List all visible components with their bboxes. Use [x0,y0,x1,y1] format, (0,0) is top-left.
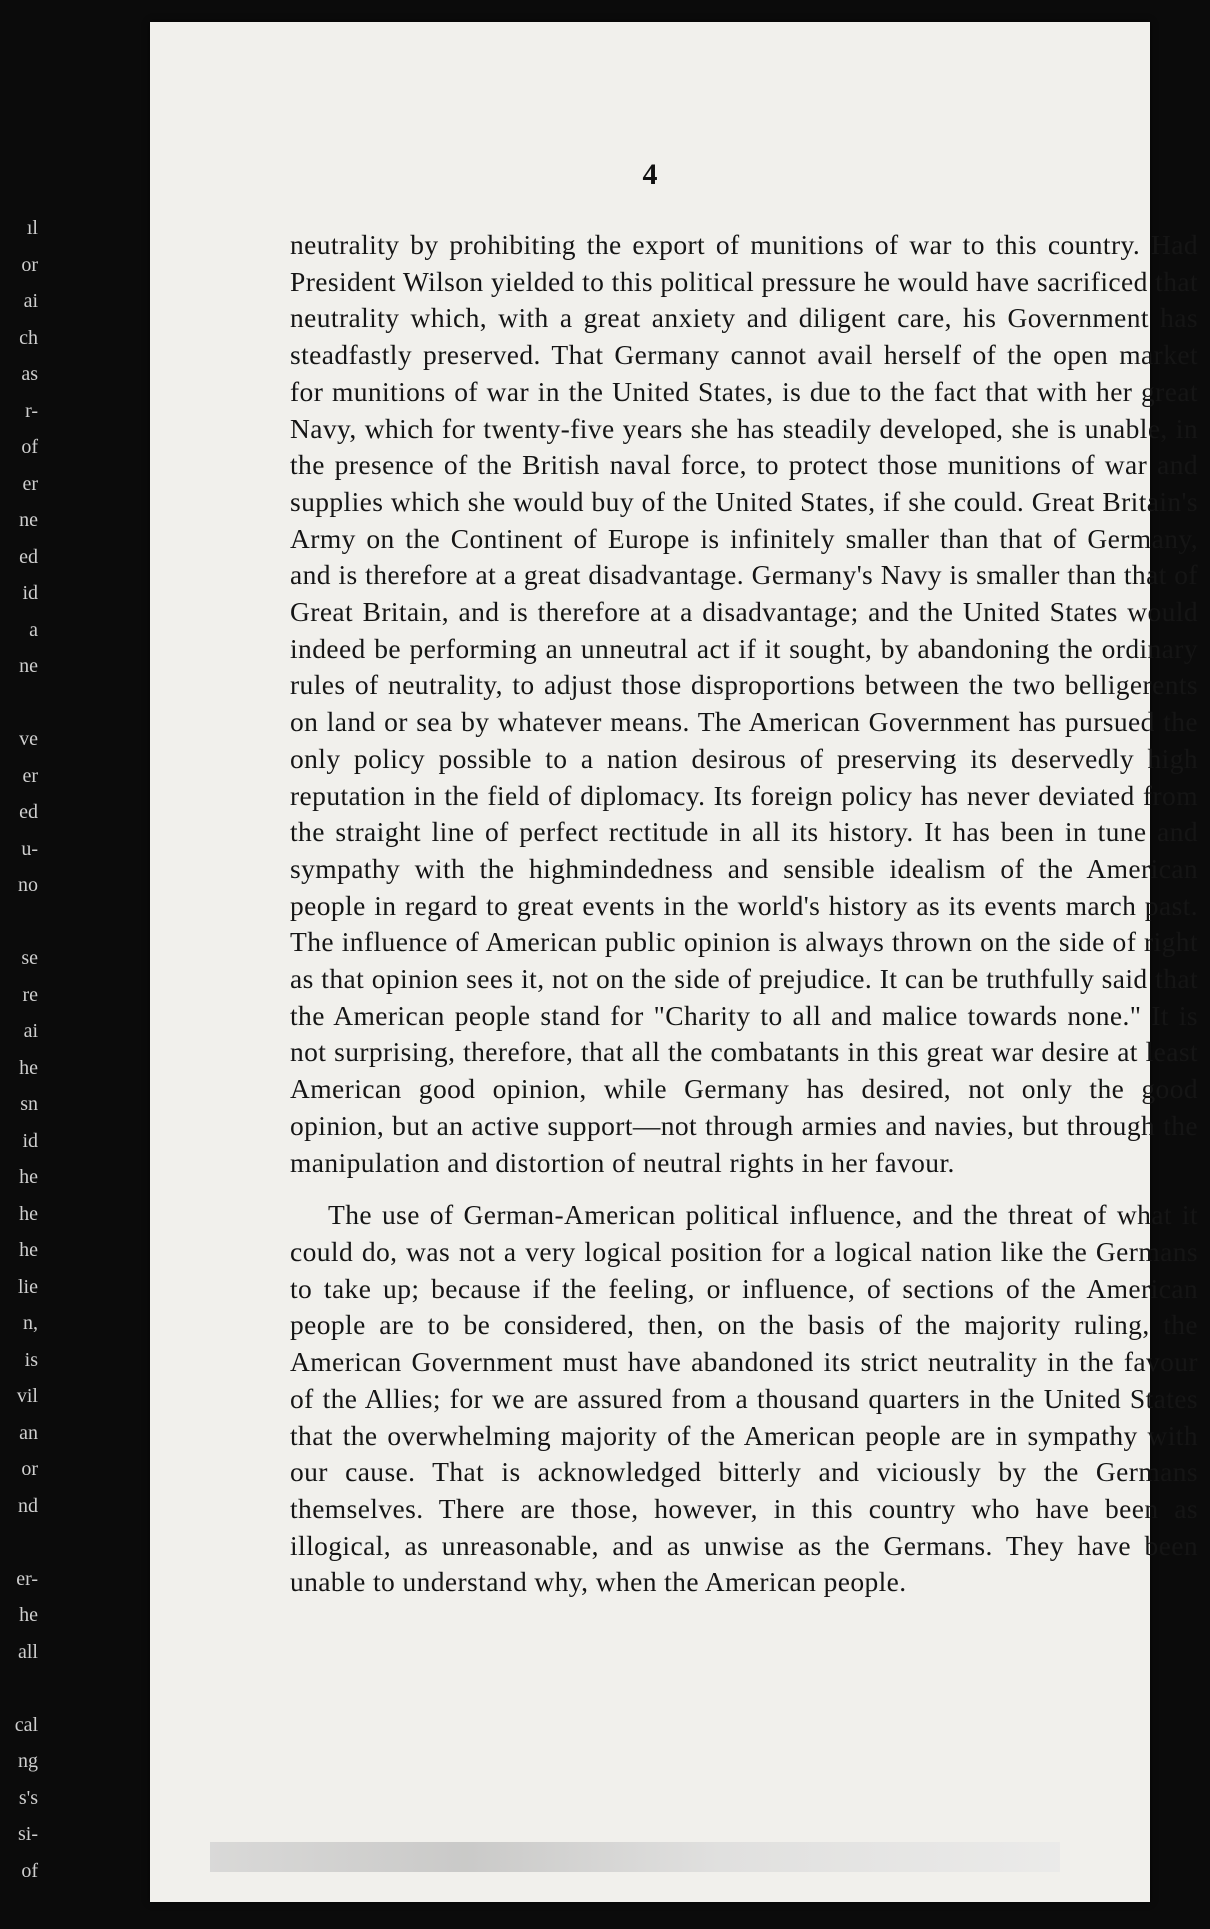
margin-fragment: ıl [26,217,38,239]
margin-fragment: vil [16,1385,38,1407]
margin-fragment [0,1670,38,1707]
margin-fragment: nd [18,1494,38,1517]
paragraph-1: neutrality by prohibiting the export of munitions of war to this country. Had President Wilson yielded to this political pressure he would have sacrificed that neutrality which, with a great anxiety and diligent care, his Government has steadfastly preserved. That Germany cannot avail herself of the open market for munitions of war in the United States, is due to the fact that with her great Navy, which for twenty-five years she has steadily developed, she is unable, in the presence of the British naval force, to protect those munitions of war and supplies which she would buy of the United States, if she could. Great Britain's Army on the Continent of Europe is infinitely smaller than that of Germany, and is therefore at a great disadvantage. Germany's Navy is smaller than that of Great Britain, and is therefore at a disadvantage; and the United States would indeed be performing an unneutral act if it sought, by abandoning the ordinary rules of neutrality, to adjust those disproportions between the two belligerents on land or sea by whatever means. The American Government has pursued the only policy possible to a nation desirous of preserving its deservedly high reputation in the field of diplomacy. Its foreign policy has never deviated from the straight line of perfect rectitude in all its history. It has been in tune and sympathy with the highmindedness and sensible idealism of the American people in regard to great events in the world's history as its events march past. The influence of American public opinion is always thrown on the side of right as that opinion sees it, not on the side of prejudice. It can be truthfully said that the American people stand for "Charity to all and malice towards none." It is not surprising, therefore, that all the combatants in this great war desire at least American good opinion, while Germany has desired, not only the good opinion, but an active support—not through armies and navies, but through the manipulation and distortion of neutral rights in her favour. [290,229,1198,1178]
margin-fragment: of [21,436,38,458]
margin-fragment: no [18,874,38,896]
margin-fragment: n, [23,1312,38,1334]
margin-fragment: er- [16,1567,38,1590]
margin-fragment [0,1524,38,1561]
margin-fragment: ed [19,801,38,823]
margin-fragment: he [19,1056,38,1079]
margin-fragment: ne [19,655,38,677]
body-text [290,227,1198,1601]
margin-fragment: id [22,582,38,604]
margin-fragment: cal [14,1713,38,1736]
margin-fragment: er [22,472,38,495]
document-page [150,22,1198,1902]
margin-fragment: ch [19,326,38,349]
margin-fragment: ai [23,1020,38,1042]
page-number: 4 [642,158,658,191]
margin-fragment: or [21,253,38,276]
margin-fragment: an [19,1421,38,1444]
margin-fragment: is [24,1348,38,1371]
margin-fragment: lie [18,1275,38,1298]
margin-fragment [0,685,38,722]
margin-fragment: r- [25,399,38,422]
margin-fragment: he [19,1604,38,1626]
margin-fragment: ed [19,545,38,568]
margin-fragment: as [21,363,38,385]
margin-fragment: or [21,1458,38,1480]
paragraph-2: The use of German-American political influence, and the threat of what it could do, was not a very logical position for a logical nation like the Germans to take up; because if the feeling, or influence, of sections of the American people are to be considered, then, on the basis of the majority ruling, the American Government must have abandoned its strict neutrality in the favour of the Allies; for we are assured from a thousand quarters in the United States that the overwhelming majority of the American people are in sympathy with our cause. That is acknowledged bitterly and viciously by the Germans themselves. There are those, however, in this country who have been as illogical, as unreasonable, and as unwise as the Germans. They have been unable to understand why, when the American people. [290,1199,1198,1598]
margin-fragment: he [19,1202,38,1225]
margin-fragment: ve [19,728,38,750]
margin-fragment: he [19,1239,38,1261]
margin-fragment: ne [19,509,38,531]
margin-fragment: si- [18,1823,38,1845]
margin-fragment: re [22,983,38,1006]
margin-fragment: sn [20,1093,38,1115]
margin-fragment: er [22,764,38,787]
margin-fragment: se [21,947,38,969]
margin-fragment: id [22,1129,38,1152]
adjacent-page-fragments [0,210,38,1882]
margin-fragment: of [21,1859,38,1882]
scan-bottom-artifact [210,1842,1060,1872]
margin-fragment: all [18,1640,38,1663]
margin-fragment: s's [18,1786,38,1809]
margin-fragment [0,904,38,941]
margin-fragment: a [29,618,38,641]
margin-fragment: ng [18,1750,38,1772]
margin-fragment: he [19,1166,38,1188]
margin-fragment: u- [21,837,38,860]
margin-fragment: ai [23,290,38,312]
